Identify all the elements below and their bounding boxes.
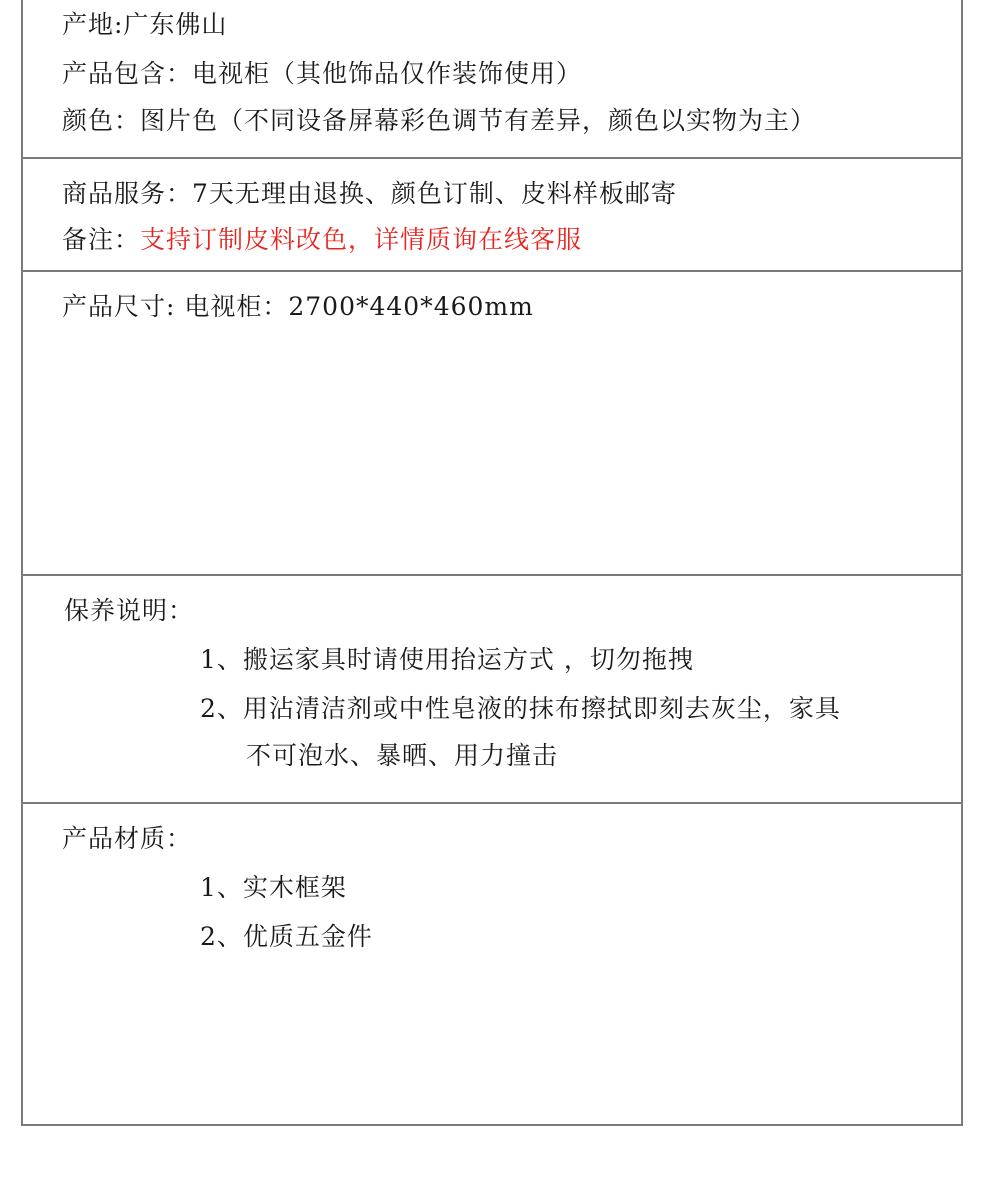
note-highlight-text: 支持订制皮料改色，详情质询在线客服	[140, 225, 583, 254]
care-title: 保养说明：	[64, 596, 195, 625]
includes-text: 产品包含：电视柜（其他饰品仅作装饰使用）	[62, 59, 583, 88]
section-divider	[21, 802, 963, 804]
origin-text: 产地:广东佛山	[62, 10, 228, 39]
material-title: 产品材质：	[62, 824, 193, 853]
care-item-2-continued: 不可泡水、暴晒、用力撞击	[246, 741, 559, 770]
section-divider	[21, 270, 963, 272]
note-label: 备注：	[62, 225, 141, 254]
color-text: 颜色：图片色（不同设备屏幕彩色调节有差异，颜色以实物为主）	[62, 106, 817, 135]
material-item-1: 1、实木框架	[200, 873, 347, 902]
spec-table-frame	[21, 0, 963, 1126]
material-item-2: 2、优质五金件	[200, 922, 373, 951]
service-text: 商品服务：7天无理由退换、颜色订制、皮料样板邮寄	[62, 179, 677, 208]
section-divider	[21, 574, 963, 576]
size-text: 产品尺寸: 电视柜：2700*440*460mm	[62, 292, 534, 321]
care-item-1: 1、搬运家具时请使用抬运方式 ，切勿拖拽	[200, 645, 694, 674]
note-line	[62, 223, 582, 257]
care-item-2: 2、用沾清洁剂或中性皂液的抹布擦拭即刻去灰尘，家具	[200, 694, 841, 723]
section-divider	[21, 157, 963, 159]
